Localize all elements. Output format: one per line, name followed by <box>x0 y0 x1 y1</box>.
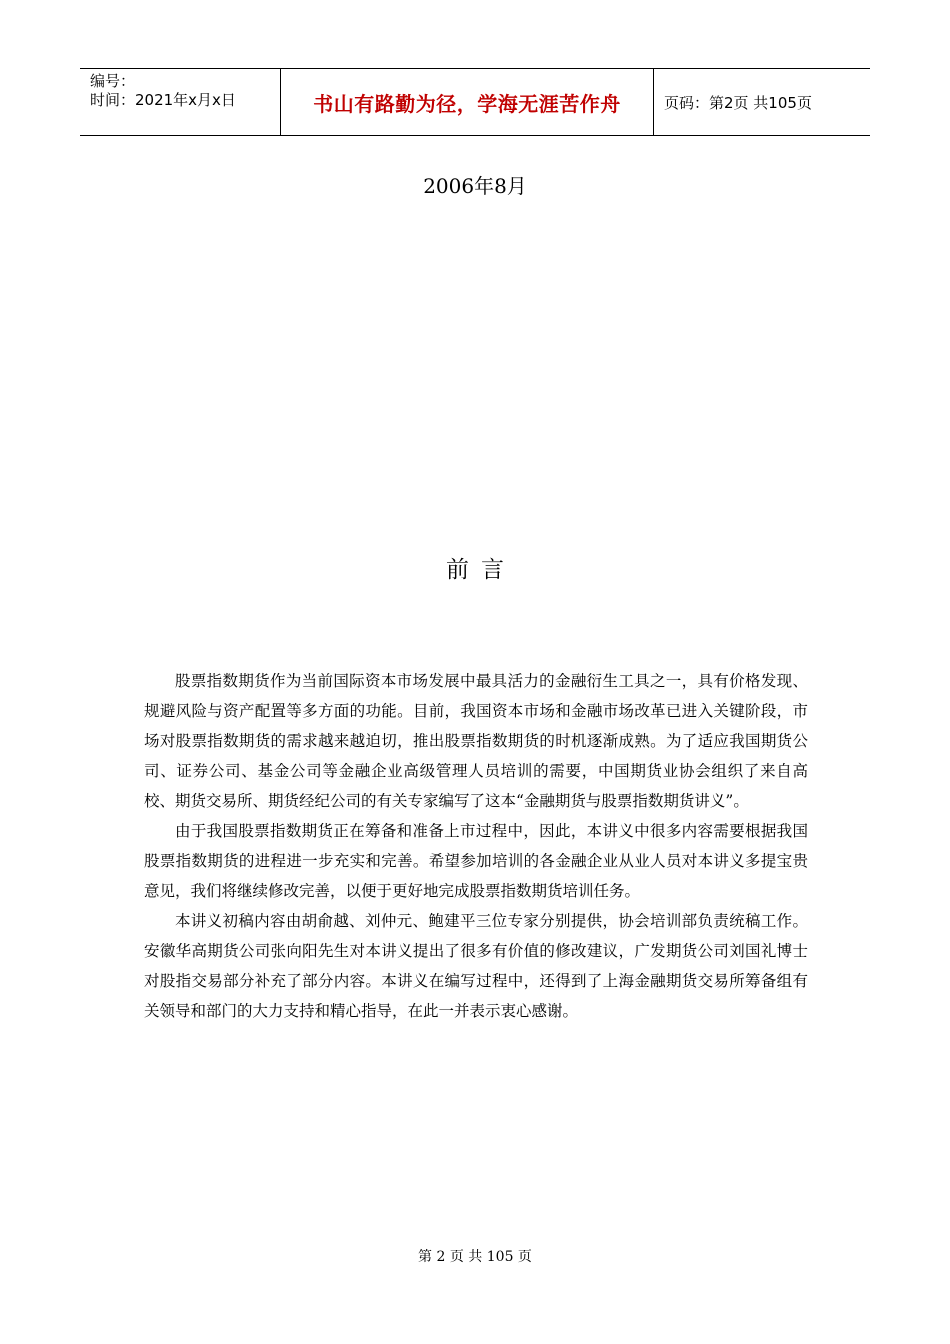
preface-paragraph: 由于我国股票指数期货正在筹备和准备上市过程中，因此，本讲义中很多内容需要根据我国股票指数期货的进程进一步充实和完善。希望参加培训的各金融企业从业人员对本讲义多提宝贵意见，我们将继续修改完善，以便于更好地完成股票指数期货培训任务。 <box>144 822 808 900</box>
preface-body <box>144 666 808 1026</box>
page-footer: 第 2 页 共 105 页 <box>418 1249 532 1265</box>
header-table <box>80 68 870 136</box>
header-motto-cell <box>281 69 654 135</box>
preface-paragraph: 本讲义初稿内容由胡俞越、刘仲元、鲍建平三位专家分别提供，协会培训部负责统稿工作。安徽华高期货公司张向阳先生对本讲义提出了很多有价值的修改建议，广发期货公司刘国礼博士对股指交易部分补充了部分内容。本讲义在编写过程中，还得到了上海金融期货交易所筹备组有关领导和部门的大力支持和精心指导，在此一并表示衷心感谢。 <box>144 912 808 1020</box>
preface-paragraph: 股票指数期货作为当前国际资本市场发展中最具活力的金融衍生工具之一，具有价格发现、规避风险与资产配置等多方面的功能。目前，我国资本市场和金融市场改革已进入关键阶段，市场对股票指数期货的需求越来越迫切，推出股票指数期货的时机逐渐成熟。为了适应我国期货公司、证券公司、基金公司等金融企业高级管理人员培训的需要，中国期货业协会组织了来自高校、期货交易所、期货经纪公司的有关专家编写了这本“金融期货与股票指数期货讲义”。 <box>144 672 808 810</box>
document-number-label: 编号： <box>90 72 136 90</box>
document-time-label: 时间：2021年x月x日 <box>90 91 236 109</box>
preface-title: 前言 <box>446 557 516 583</box>
header-motto: 书山有路勤为径，学海无涯苦作舟 <box>313 91 621 116</box>
header-page-info: 页码：第2页 共105页 <box>664 93 812 112</box>
header-page-cell <box>654 69 870 135</box>
document-date: 2006年8月 <box>423 174 527 198</box>
header-meta-cell <box>80 69 281 135</box>
